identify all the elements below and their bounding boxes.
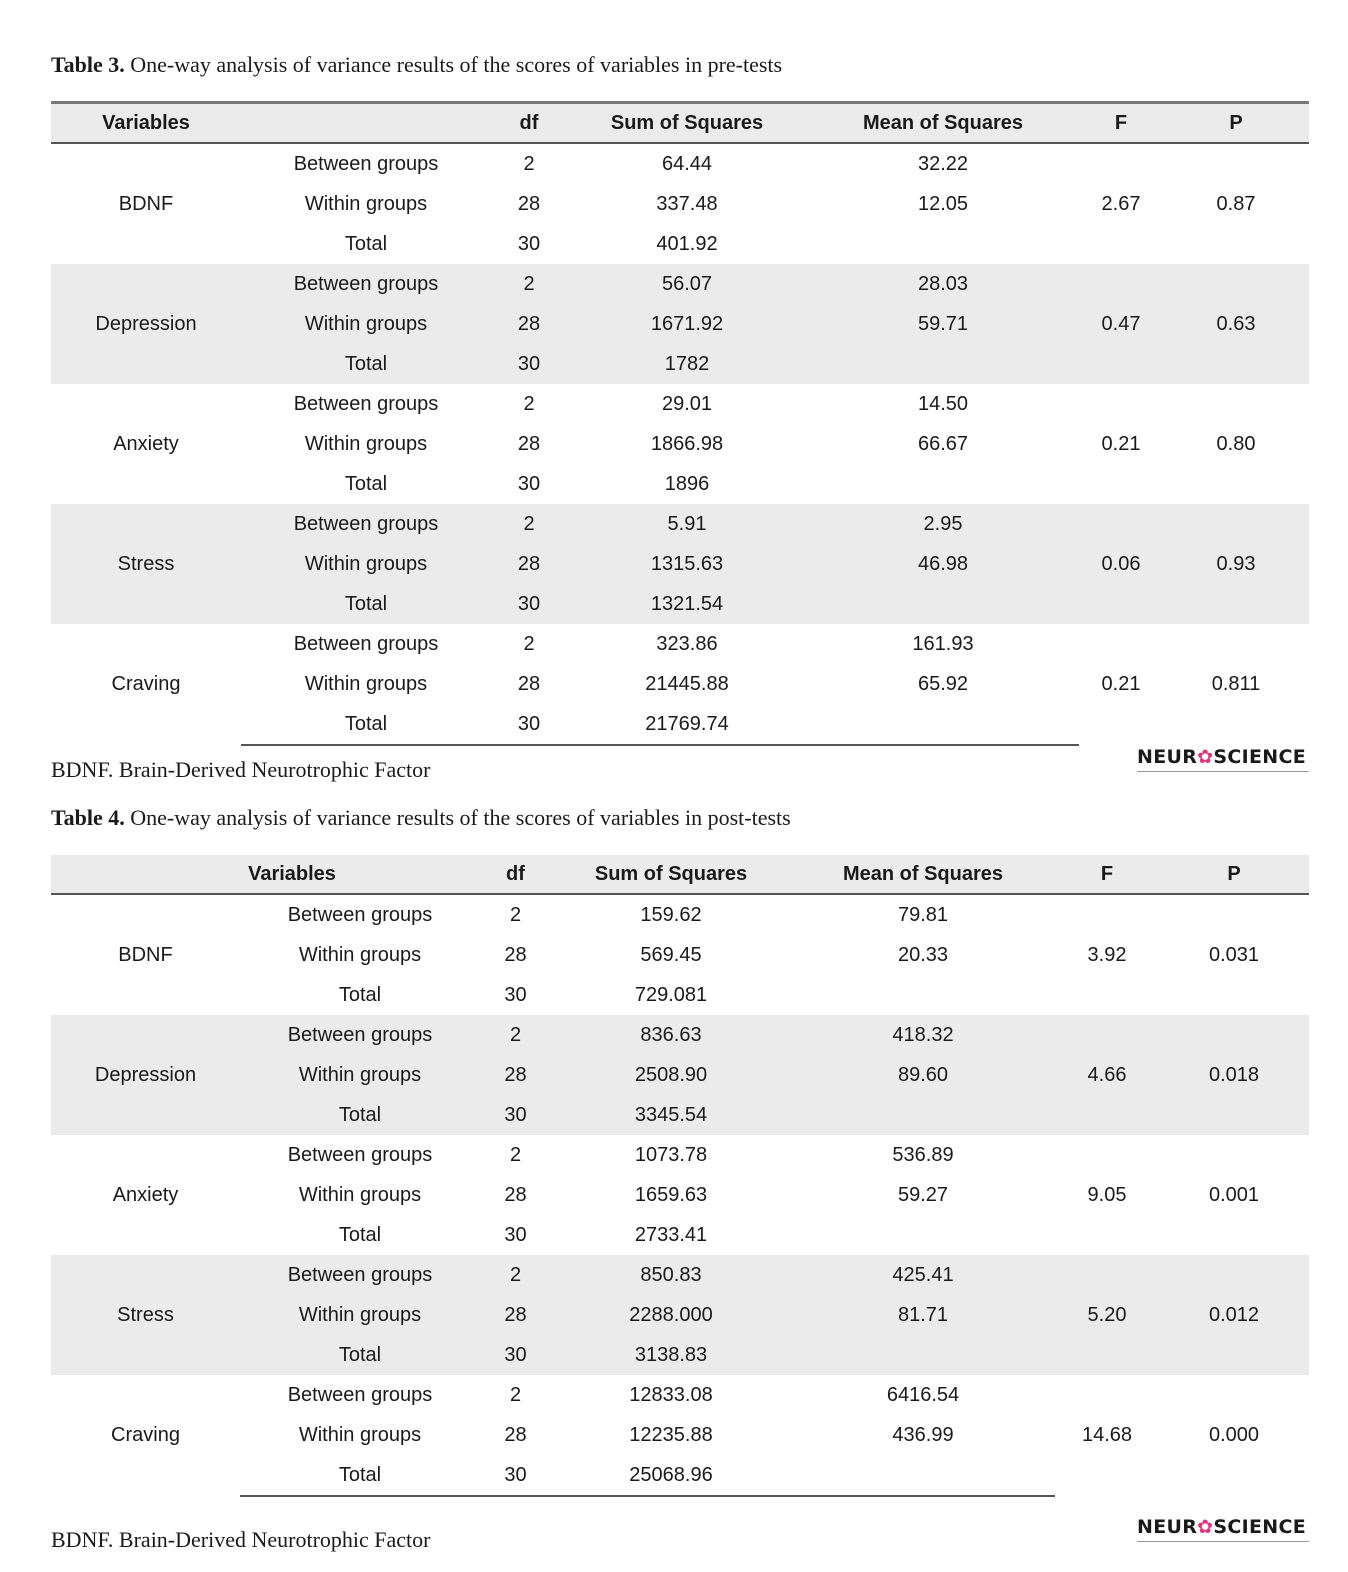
table3-label: Table 3.: [51, 52, 125, 77]
sum-of-squares-cell: 2288.000: [551, 1295, 791, 1335]
mean-of-squares-cell: 46.98: [807, 544, 1079, 584]
f-value-cell: 14.68: [1081, 1424, 1133, 1446]
sum-of-squares-cell: 2508.90: [551, 1055, 791, 1095]
table-row: [51, 1255, 1309, 1295]
source-cell: Within groups: [240, 1295, 480, 1335]
sum-of-squares-cell: 3138.83: [551, 1335, 791, 1375]
df-cell: 30: [517, 472, 541, 495]
table4-header-ss: Sum of Squares: [551, 855, 791, 894]
sum-of-squares-cell: 401.92: [656, 232, 718, 255]
table4-header-variables: Variables: [51, 855, 480, 894]
variable-cell: Anxiety: [112, 1183, 179, 1206]
p-value-cell: 0.93: [1163, 504, 1309, 624]
p-value-cell: 0.001: [1208, 1183, 1260, 1206]
table4-group-craving: [51, 1375, 1309, 1496]
p-value-cell: 0.63: [1163, 264, 1309, 384]
sum-of-squares-cell: 1671.92: [567, 304, 807, 344]
sum-of-squares-cell: 1321.54: [567, 584, 807, 624]
variable-cell: Anxiety: [113, 432, 179, 455]
mean-of-squares-cell: [791, 1455, 1055, 1496]
variable-cell: Craving: [111, 1424, 180, 1446]
sum-of-squares-cell: 12235.88: [629, 1423, 713, 1446]
source-cell: Within groups: [241, 304, 491, 344]
sum-of-squares-cell: 1659.63: [634, 1183, 708, 1206]
df-cell: 28: [517, 192, 541, 215]
mean-of-squares-cell: [807, 584, 1079, 624]
variable-cell: Craving: [111, 673, 181, 695]
table-row: [51, 1135, 1309, 1175]
table3-header-ss: Sum of Squares: [567, 103, 807, 144]
sum-of-squares-cell: 729.081: [634, 983, 708, 1006]
sum-of-squares-cell: 1315.63: [567, 544, 807, 584]
table-row: [51, 264, 1309, 304]
p-value-cell: 0.87: [1216, 192, 1256, 215]
df-cell: 2: [523, 632, 535, 655]
df-cell: 2: [491, 264, 567, 304]
sum-of-squares-cell: 64.44: [661, 152, 713, 175]
mean-of-squares-cell: 79.81: [897, 903, 949, 926]
mean-of-squares-cell: 65.92: [917, 672, 969, 695]
source-cell: Total: [240, 1335, 480, 1375]
table3-header-df: df: [491, 103, 567, 144]
df-cell: 2: [523, 392, 535, 415]
table4-header-ms: Mean of Squares: [791, 855, 1055, 894]
table3-group-anxiety: [51, 384, 1309, 504]
source-cell: Between groups: [240, 1015, 480, 1055]
mean-of-squares-cell: 14.50: [917, 392, 969, 415]
table-row: [51, 384, 1309, 424]
sum-of-squares-cell: 5.91: [567, 504, 807, 544]
table3-footnote: BDNF. Brain-Derived Neurotrophic Factor: [51, 757, 431, 782]
mean-of-squares-cell: 59.71: [807, 304, 1079, 344]
variable-cell: Depression: [51, 264, 241, 384]
sum-of-squares-cell: 836.63: [551, 1015, 791, 1055]
mean-of-squares-cell: 425.41: [791, 1255, 1055, 1295]
source-cell: Between groups: [241, 504, 491, 544]
p-value-cell: 0.000: [1208, 1424, 1260, 1446]
table3-header-ms: Mean of Squares: [807, 103, 1079, 144]
df-cell: 2: [523, 152, 535, 175]
variable-cell: BDNF: [118, 192, 174, 215]
variable-cell: Stress: [51, 1255, 240, 1375]
df-cell: 2: [509, 1143, 522, 1166]
sum-of-squares-cell: 56.07: [567, 264, 807, 304]
df-cell: 28: [517, 432, 541, 455]
sum-of-squares-cell: 1782: [567, 344, 807, 384]
table4-header-row: [51, 855, 1309, 894]
sum-of-squares-cell: 1896: [664, 472, 710, 495]
source-cell: Between groups: [293, 632, 439, 655]
sum-of-squares-cell: 25068.96: [551, 1455, 791, 1496]
p-value-cell: 0.018: [1159, 1015, 1309, 1135]
table3: [51, 101, 1309, 746]
f-value-cell: 0.21: [1101, 673, 1141, 695]
source-cell: Between groups: [287, 1143, 433, 1166]
mean-of-squares-cell: 536.89: [892, 1143, 954, 1166]
mean-of-squares-cell: 6416.54: [886, 1383, 960, 1406]
source-cell: Total: [344, 472, 388, 495]
p-value-cell: 0.012: [1159, 1255, 1309, 1375]
mean-of-squares-cell: 2.95: [807, 504, 1079, 544]
mean-of-squares-cell: 66.67: [917, 432, 969, 455]
table-row: [51, 894, 1309, 935]
table3-group-bdnf: [51, 143, 1309, 264]
mean-of-squares-cell: [807, 704, 1079, 745]
variable-cell: Stress: [51, 504, 241, 624]
mean-of-squares-cell: 20.33: [897, 943, 949, 966]
sum-of-squares-cell: 1073.78: [634, 1143, 708, 1166]
mean-of-squares-cell: [791, 1215, 1055, 1255]
mean-of-squares-cell: 418.32: [791, 1015, 1055, 1055]
table4-footnote: BDNF. Brain-Derived Neurotrophic Factor: [51, 1527, 431, 1552]
mean-of-squares-cell: 161.93: [912, 632, 974, 655]
table-row: [51, 143, 1309, 184]
f-value-cell: 4.66: [1055, 1015, 1159, 1135]
table-row: [51, 1375, 1309, 1415]
table3-caption: [51, 52, 782, 78]
df-cell: 2: [491, 504, 567, 544]
source-cell: Within groups: [298, 1183, 422, 1206]
mean-of-squares-cell: [807, 464, 1079, 504]
sum-of-squares-cell: 29.01: [661, 392, 713, 415]
source-cell: Total: [240, 1095, 480, 1135]
source-cell: Within groups: [298, 1423, 422, 1446]
df-cell: 28: [491, 544, 567, 584]
p-value-cell: 0.80: [1216, 432, 1256, 455]
mean-of-squares-cell: 28.03: [807, 264, 1079, 304]
df-cell: 28: [491, 304, 567, 344]
source-cell: Total: [344, 232, 388, 255]
p-value-cell: 0.811: [1211, 673, 1261, 695]
mean-of-squares-cell: 12.05: [917, 192, 969, 215]
df-cell: 30: [480, 1095, 551, 1135]
df-cell: 2: [480, 1255, 551, 1295]
source-cell: Within groups: [304, 432, 428, 455]
table4-header-f: F: [1055, 855, 1159, 894]
source-cell: Between groups: [293, 392, 439, 415]
df-cell: 2: [509, 1383, 522, 1406]
source-cell: Total: [240, 1455, 480, 1496]
df-cell: 30: [480, 1335, 551, 1375]
table4: [51, 855, 1309, 1497]
sum-of-squares-cell: 323.86: [656, 632, 718, 655]
table4-label: Table 4.: [51, 805, 125, 830]
f-value-cell: 5.20: [1055, 1255, 1159, 1375]
sum-of-squares-cell: 569.45: [640, 943, 702, 966]
table3-group-depression: [51, 264, 1309, 384]
source-cell: Between groups: [287, 1383, 433, 1406]
df-cell: 28: [480, 1295, 551, 1335]
table4-group-bdnf: [51, 894, 1309, 1015]
f-value-cell: 9.05: [1087, 1183, 1127, 1206]
sum-of-squares-cell: 850.83: [551, 1255, 791, 1295]
mean-of-squares-cell: 32.22: [917, 152, 969, 175]
f-value-cell: 2.67: [1101, 192, 1141, 215]
sum-of-squares-cell: 337.48: [656, 192, 718, 215]
sum-of-squares-cell: 159.62: [640, 903, 702, 926]
df-cell: 28: [504, 1183, 527, 1206]
neuroscience-logo: NEUR✿SCIENCE: [1137, 745, 1309, 772]
table3-header-source: [241, 103, 491, 144]
variable-cell: BDNF: [118, 943, 173, 966]
mean-of-squares-cell: 436.99: [892, 1423, 954, 1446]
table3-title: One-way analysis of variance results of the scores of variables in pre-tests: [130, 52, 783, 77]
sum-of-squares-cell: 3345.54: [551, 1095, 791, 1135]
mean-of-squares-cell: [791, 1095, 1055, 1135]
source-cell: Within groups: [298, 943, 422, 966]
table4-header-p: P: [1159, 855, 1309, 894]
df-cell: 30: [504, 983, 527, 1006]
df-cell: 28: [504, 1423, 527, 1446]
df-cell: 30: [491, 704, 567, 745]
source-cell: Between groups: [241, 264, 491, 304]
df-cell: 30: [517, 232, 541, 255]
table3-header-variables: Variables: [51, 103, 241, 144]
source-cell: Total: [241, 584, 491, 624]
mean-of-squares-cell: [807, 344, 1079, 384]
neuroscience-logo-2: NEUR✿SCIENCE: [1137, 1515, 1309, 1542]
sum-of-squares-cell: 12833.08: [629, 1383, 713, 1406]
mean-of-squares-cell: [791, 975, 1055, 1015]
variable-cell: Depression: [51, 1015, 240, 1135]
df-cell: 28: [504, 943, 527, 966]
sum-of-squares-cell: 2733.41: [634, 1223, 708, 1246]
df-cell: 30: [491, 344, 567, 384]
source-cell: Within groups: [304, 672, 428, 695]
df-cell: 30: [480, 1455, 551, 1496]
table-row: [51, 504, 1309, 544]
source-cell: Within groups: [241, 544, 491, 584]
table4-group-anxiety: [51, 1135, 1309, 1255]
mean-of-squares-cell: 59.27: [897, 1183, 949, 1206]
mean-of-squares-cell: [807, 224, 1079, 264]
table3-header-row: [51, 103, 1309, 144]
sum-of-squares-cell: 21769.74: [567, 704, 807, 745]
source-cell: Total: [241, 704, 491, 745]
f-value-cell: 3.92: [1087, 943, 1127, 966]
f-value-cell: 0.21: [1101, 432, 1141, 455]
table4-caption: [51, 805, 791, 831]
table3-group-craving: [51, 624, 1309, 745]
source-cell: Total: [241, 344, 491, 384]
df-cell: 30: [491, 584, 567, 624]
df-cell: 2: [480, 1015, 551, 1055]
table3-group-stress: [51, 504, 1309, 624]
table-row: [51, 1015, 1309, 1055]
source-cell: Total: [338, 983, 382, 1006]
table4-group-depression: [51, 1015, 1309, 1135]
mean-of-squares-cell: 89.60: [791, 1055, 1055, 1095]
sum-of-squares-cell: 1866.98: [650, 432, 724, 455]
df-cell: 30: [504, 1223, 527, 1246]
source-cell: Between groups: [293, 152, 439, 175]
sum-of-squares-cell: 21445.88: [645, 672, 729, 695]
df-cell: 28: [517, 672, 541, 695]
f-value-cell: 0.47: [1079, 264, 1163, 384]
table3-header-p: P: [1163, 103, 1309, 144]
source-cell: Between groups: [240, 1255, 480, 1295]
table4-group-stress: [51, 1255, 1309, 1375]
df-cell: 2: [509, 903, 522, 926]
table4-header-df: df: [480, 855, 551, 894]
df-cell: 28: [480, 1055, 551, 1095]
source-cell: Within groups: [240, 1055, 480, 1095]
table-row: [51, 624, 1309, 664]
table3-header-f: F: [1079, 103, 1163, 144]
flower-icon: ✿: [1197, 1516, 1214, 1538]
mean-of-squares-cell: 81.71: [791, 1295, 1055, 1335]
source-cell: Total: [338, 1223, 382, 1246]
table4-title: One-way analysis of variance results of the scores of variables in post-tests: [130, 805, 791, 830]
p-value-cell: 0.031: [1208, 943, 1260, 966]
source-cell: Between groups: [287, 903, 433, 926]
mean-of-squares-cell: [791, 1335, 1055, 1375]
f-value-cell: 0.06: [1079, 504, 1163, 624]
flower-icon: ✿: [1197, 746, 1214, 768]
source-cell: Within groups: [304, 192, 428, 215]
